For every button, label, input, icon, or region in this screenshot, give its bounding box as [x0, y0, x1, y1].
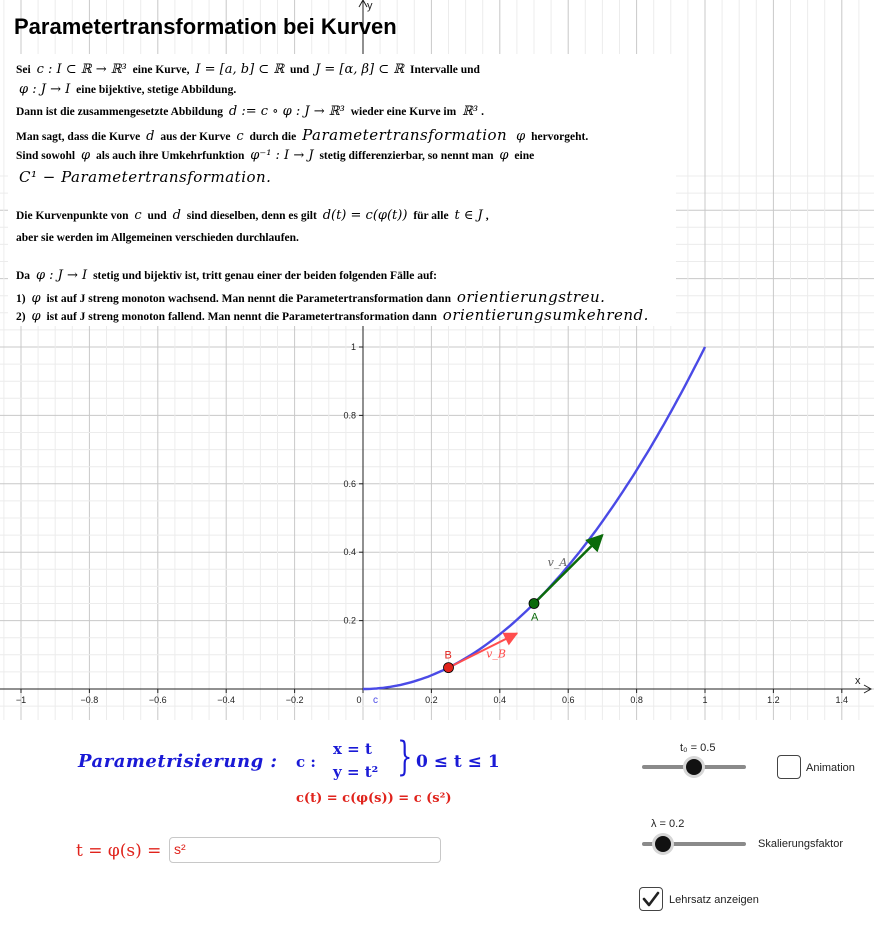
- y-tick-label: 0.6: [343, 478, 356, 489]
- transform-input[interactable]: s²: [169, 837, 441, 863]
- x-tick-label: 0.8: [630, 695, 643, 705]
- point-A: [529, 599, 539, 609]
- theorem-line-10: 1) φ ist auf J streng monoton wachsend. Man nennt die Parametertransformation dann orientierungstreu.: [16, 288, 606, 306]
- vector-A-label: v_A: [547, 555, 568, 569]
- slider-t0-caption: t₀ = 0.5: [680, 742, 716, 754]
- theorem-line-4: Man sagt, dass die Kurve d aus der Kurve c durch die Parametertransformation φ hervorgeht.: [16, 126, 589, 144]
- theorem-line-7: Die Kurvenpunkte von c und d sind dieselben, denn es gilt d(t) = c(φ(t)) für alle t ∈ J ,: [16, 208, 489, 223]
- x-tick-label: −1: [15, 695, 27, 705]
- composition-formula: c(t) = c(φ(s)) = c (s²): [296, 791, 452, 806]
- point-A-label: A: [531, 611, 539, 624]
- slider-lambda-label: Skalierungsfaktor: [758, 838, 843, 850]
- slider-lambda-handle[interactable]: [655, 836, 671, 852]
- animation-label: Animation: [806, 762, 855, 774]
- theorem-line-6: C¹ − Parametertransformation.: [19, 168, 272, 186]
- show-theorem-label: Lehrsatz anzeigen: [669, 894, 759, 906]
- transform-label: t = φ(s) =: [76, 841, 162, 861]
- parametrization-range: 0 ≤ t ≤ 1: [416, 752, 500, 772]
- theorem-line-1: Sei c : I ⊂ ℝ → ℝ³ eine Kurve, I = [a, b] ⊂ ℝ und J = [α, β] ⊂ ℝ Intervalle und: [16, 62, 480, 77]
- x-tick-label: 0.6: [561, 695, 575, 705]
- theorem-line-5: Sind sowohl φ als auch ihre Umkehrfunktion φ⁻¹ : I → J stetig differenzierbar, so nennt man φ eine: [16, 148, 535, 163]
- parametrization-x: x = t: [333, 740, 372, 758]
- x-tick-label: −0.2: [285, 695, 304, 705]
- point-B: [444, 663, 454, 673]
- x-tick-label: 0.4: [493, 695, 507, 705]
- animation-checkbox[interactable]: [777, 755, 801, 779]
- theorem-panel: [8, 54, 676, 326]
- y-axis-label: y: [367, 0, 373, 12]
- y-tick-label: 0.2: [343, 615, 356, 626]
- x-tick-label: −0.6: [148, 695, 167, 705]
- theorem-line-2: φ : J → I eine bijektive, stetige Abbildung.: [19, 82, 237, 97]
- x-tick-label: 1.4: [835, 695, 849, 705]
- x-tick-label: −0.8: [80, 695, 99, 705]
- x-tick-label: −0.4: [217, 695, 236, 705]
- show-theorem-checkbox[interactable]: [639, 887, 663, 911]
- parametrization-y: y = t²: [333, 763, 379, 781]
- theorem-line-8: aber sie werden im Allgemeinen verschieden durchlaufen.: [16, 232, 299, 244]
- vector-B-label: v_B: [486, 647, 506, 661]
- x-tick-label: 0: [356, 695, 362, 705]
- theorem-line-11: 2) φ ist auf J streng monoton fallend. Man nennt die Parametertransformation dann orientierungsumkehrend.: [16, 306, 649, 324]
- curve-label: c: [373, 695, 378, 706]
- y-tick-label: 0.8: [343, 410, 356, 421]
- brace-icon: }: [397, 734, 413, 780]
- y-tick-label: 0.4: [343, 547, 356, 558]
- slider-lambda-caption: λ = 0.2: [651, 818, 685, 830]
- theorem-line-9: Da φ : J → I stetig und bijektiv ist, tritt genau einer der beiden folgenden Fälle auf:: [16, 268, 438, 283]
- x-axis-label: x: [855, 675, 861, 687]
- checkmark-icon: [640, 888, 662, 910]
- x-tick-label: 0.2: [425, 695, 438, 705]
- slider-t0-handle[interactable]: [686, 759, 702, 775]
- x-tick-label: 1: [702, 695, 708, 705]
- page-title: Parametertransformation bei Kurven: [14, 14, 397, 39]
- y-tick-label: 1: [350, 342, 356, 352]
- parametrization-label: Parametrisierung :: [78, 751, 278, 772]
- parametrization-curve: c :: [296, 753, 316, 771]
- x-tick-label: 1.2: [767, 695, 780, 705]
- point-B-label: B: [444, 649, 452, 662]
- theorem-line-3: Dann ist die zusammengesetzte Abbildung d := c ∘ φ : J → ℝ³ wieder eine Kurve im ℝ³ .: [16, 104, 484, 119]
